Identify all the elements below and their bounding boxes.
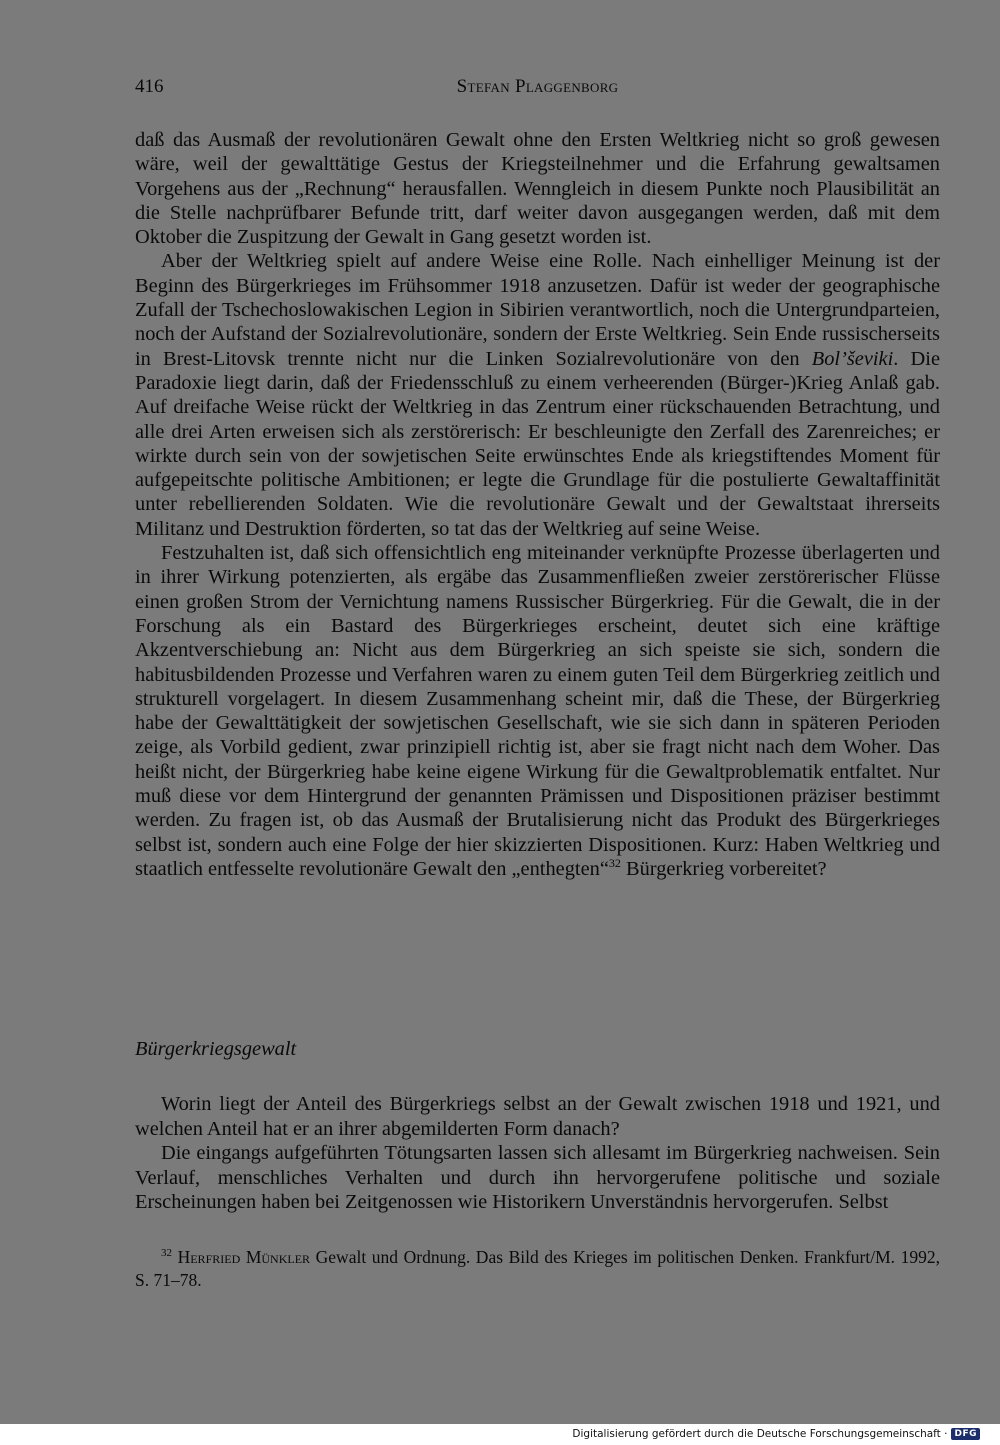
section-body-text xyxy=(135,1092,940,1215)
running-head xyxy=(135,76,940,106)
running-title: Stefan Plaggenborg xyxy=(456,76,619,97)
paragraph: Die eingangs aufgeführten Tötungsarten lassen sich allesamt im Bürgerkrieg nachweisen. Sein Verlauf, menschliches Verhalten und durch ihn hervorgerufene politische und soziale Erscheinungen haben bei Zeitgenossen wie Historikern Unverständnis hervorgerufen. Selbst xyxy=(135,1142,940,1213)
paragraph-text: . Die Paradoxie liegt darin, daß der Friedensschluß zu einem verheerenden (Bürger-)Krieg Anlaß gab. Auf dreifache Weise rückt der Weltkrieg in das Zentrum einer rückschauenden Betrachtung, und alle drei Arten erweisen sich als zerstörerisch: Er beschleunigte den Zerfall des Zarenreiches; er wirkte durch sein von der sowjetischen Seite erwünschtes Ende als kriegstiftendes Moment für aufgepeitschte politische Ambitionen; er legte die Grundlage für die postulierte Gewaltaffinität unter rebellierenden Soldaten. Wie die revolutionäre Gewalt und der Gewaltstaat ihrerseits Militanz und Destruktion förderten, so tat das der Weltkrieg auf seine Weise. xyxy=(135,347,941,540)
paragraph: daß das Ausmaß der revolutionären Gewalt ohne den Ersten Weltkrieg nicht so groß gewesen wäre, weil der gewalttätige Gestus der Kriegsteilnehmer und die Erfahrung gewaltsamen Vorgehens aus der „Rechnung“ herausfallen. Wenngleich in diesem Punkte noch Plausibilität an die Stelle nachprüfbarer Befunde tritt, darf weiter davon ausgegangen werden, daß mit dem Oktober die Zuspitzung der Gewalt in Gang gesetzt worden ist. xyxy=(135,129,940,249)
footnote-author: Herfried Münkler xyxy=(177,1247,311,1267)
paragraph-text: Aber der Weltkrieg spielt auf andere Weise eine Rolle. Nach einhelliger Meinung ist der Beginn des Bürgerkrieges im Frühsommer 1918 anzusetzen. Dafür ist weder der geographische Zufall der Tschechoslowakischen Legion in Sibirien verantwortlich, noch die Untergrundparteien, noch der Aufstand der Sozialrevolutionäre, sondern der Erste Weltkrieg. Sein Ende russischerseits in Brest-Litovsk trennte nicht nur die Linken Sozialrevolutionäre von den xyxy=(135,250,940,370)
section-heading: Bürgerkriegsgewalt xyxy=(135,1038,297,1060)
footnote-reference[interactable]: 32 xyxy=(608,856,621,871)
paragraph: Worin liegt der Anteil des Bürgerkriegs selbst an der Gewalt zwischen 1918 und 1921, und welchen Anteil hat er an ihrer abgemilderten Form danach? xyxy=(135,1093,940,1140)
footer-text: Digitalisierung gefördert durch die Deutsche Forschungsgemeinschaft · xyxy=(572,1428,948,1440)
footnote-number: 32 xyxy=(161,1247,172,1260)
dfg-logo-icon: DFG xyxy=(951,1428,980,1440)
page-number: 416 xyxy=(135,76,164,97)
paragraph-text: Festzuhalten ist, daß sich offensichtlich eng miteinander verknüpfte Prozesse überlagerten und in ihrer Wirkung potenzierten, als ergäbe das Zusammenfließen zweier zerstörerischer Flüsse einen großen Strom der Vernichtung namens Russischer Bürgerkrieg. Für die Gewalt, die in der Forschung als ein Bastard des Bürgerkrieges erscheint, deutet sich eine kräftige Akzentverschiebung an: Nicht aus dem Bürgerkrieg an sich speiste sie sich, sondern die habitusbildenden Prozesse und Verfahren waren zu einem guten Teil dem Bürgerkrieg zeitlich und strukturell vorgelagert. In diesem Zusammenhang scheint mir, daß die These, der Bürgerkrieg habe der Gewalttätigkeit der sowjetischen Gesellschaft, wie sie sich dann in späteren Perioden zeige, als Vorbild gedient, zwar prinzipiell richtig ist, aber sie fragt nicht nach dem Woher. Das heißt nicht, der Bürgerkrieg habe keine eigene Wirkung für die Gewaltproblematik entfaltet. Nur muß diese vor dem Hintergrund der genannten Prämissen und Dispositionen präziser bestimmt werden. Zu fragen ist, ob das Ausmaß der Brutalisierung nicht das Produkt des Bürgerkrieges selbst ist, sondern auch eine Folge der hier skizzierten Dispositionen. Kurz: Haben Weltkrieg und staatlich entfesselte revolutionäre Gewalt den „enthegten“ xyxy=(135,542,940,880)
body-text xyxy=(135,128,940,881)
paragraph xyxy=(135,249,940,541)
digitization-footer xyxy=(572,1427,980,1441)
footnote-text: Gewalt und Ordnung. Das Bild des Krieges im politischen Denken. Frankfurt/M. 1992, S. 71–78. xyxy=(135,1247,940,1290)
footnote xyxy=(135,1246,940,1292)
paragraph xyxy=(135,541,940,881)
italic-term: Bol’ševiki xyxy=(811,347,894,370)
paragraph-text: Bürgerkrieg vorbereitet? xyxy=(620,857,827,880)
